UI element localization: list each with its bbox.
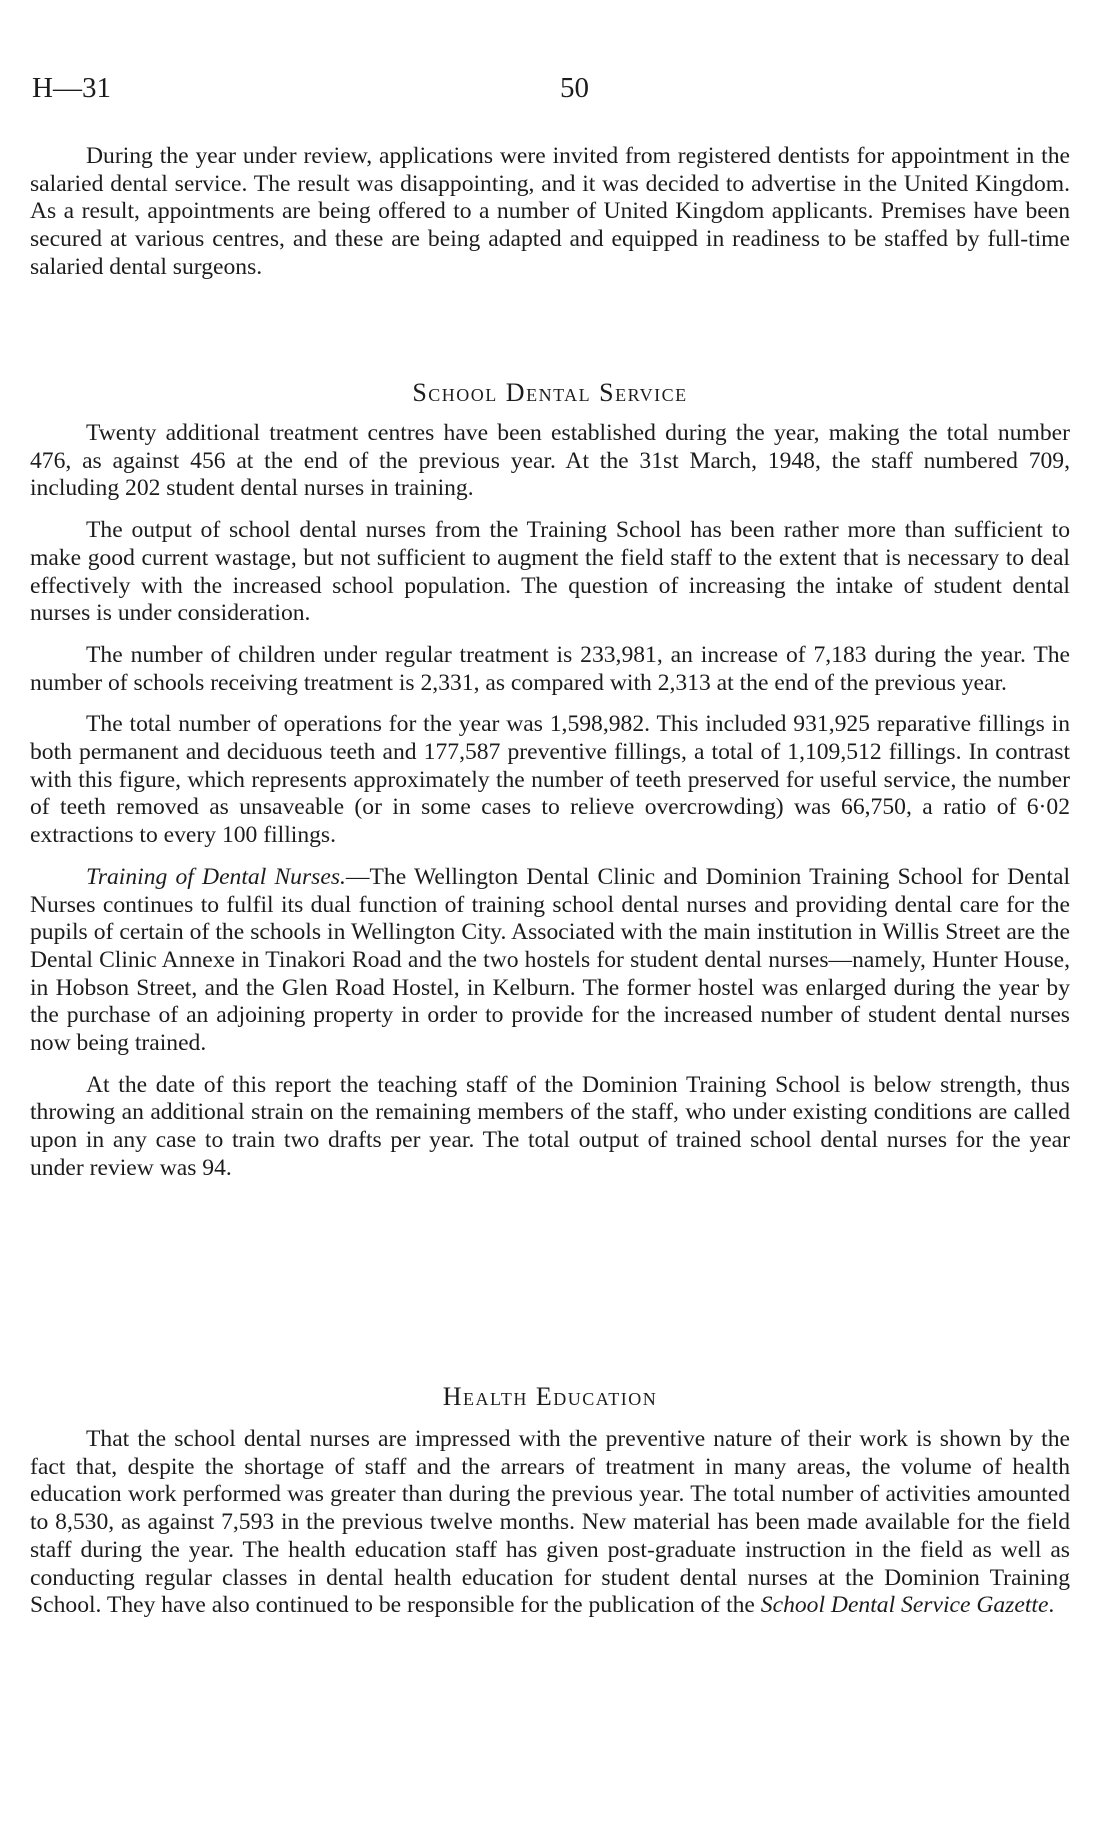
- paragraph: Twenty additional treatment centres have been established during the year, making the total number 476, as against 456 at the end of the previous year. At the 31st March, 1948, the staff numbered 709, including 202 student dental nurses in training.: [30, 420, 1070, 502]
- page-number: 50: [560, 72, 589, 104]
- page-header: [32, 72, 1082, 112]
- training-body: —The Wellington Dental Clinic and Dominion Training School for Dental Nurses continues to fulfil its dual function of training school dental nurses and providing dental care for the pupils of certain of the schools in Wellington City. Associated with the main institution in Willis Street are the Dental Clinic Annexe in Tinakori Road and the two hostels for student dental nurses—namely, Hunter House, in Hobson Street, and the Glen Road Hostel, in Kelburn. The former hostel was enlarged during the year by the purchase of an adjoining property in order to provide for the increased number of student dental nurses now being trained.: [30, 863, 1071, 1057]
- health-education-body: That the school dental nurses are impressed with the preventive nature of their work is shown by the fact that, despite the shortage of staff and the arrears of treatment in many areas, the volume of health education work performed was greater than during the previous year. The total number of activities amounted to 8,530, as against 7,593 in the previous twelve months. New material has been made available for the field staff during the year. The health education staff has given post-graduate instruction in the field as well as conducting regular classes in dental health education for student dental nurses at the Dominion Training School. They have also continued to be responsible for the publication of the: [30, 1426, 1070, 1619]
- paragraph: The number of children under regular treatment is 233,981, an increase of 7,183 during the year. The number of schools receiving treatment is 2,331, as compared with 2,313 at the end of the previous year.: [30, 641, 1070, 696]
- section-heading-school-dental-service: School Dental Service: [412, 378, 688, 407]
- intro-paragraph: During the year under review, applications were invited from registered dentists for appointment in the salaried dental service. The result was disappointing, and it was decided to advertise in the United Kingdom. As a result, appointments are being offered to a number of United Kingdom applicants. Premises have been secured at various centres, and these are being adapted and equipped in readiness to be staffed by full-time salaried dental surgeons.: [30, 143, 1070, 280]
- paragraph: The total number of operations for the year was 1,598,982. This included 931,925 reparative fillings in both permanent and deciduous teeth and 177,587 preventive fillings, a total of 1,109,512 fillings. In contrast with this figure, which represents approximately the number of teeth preserved for useful service, the number of teeth removed as unsaveable (or in some cases to relieve overcrowding) was 66,750, a ratio of 6·02 extractions to every 100 fillings.: [30, 711, 1070, 849]
- intro-section: [30, 143, 1070, 296]
- paragraph: [30, 1426, 1070, 1620]
- gazette-title: School Dental Service Gazette: [760, 1592, 1049, 1619]
- sentence-end: .: [1048, 1592, 1055, 1619]
- training-paragraph: [30, 864, 1070, 1058]
- school-dental-service-section: [30, 378, 1070, 1197]
- paragraph: At the date of this report the teaching staff of the Dominion Training School is below strength, thus throwing an additional strain on the remaining members of the staff, who under existing conditions are called upon in any case to train two drafts per year. The total output of trained school dental nurses for the year under review was 94.: [30, 1071, 1070, 1181]
- health-education-section: [30, 1382, 1070, 1634]
- document-reference: H—31: [32, 72, 111, 104]
- paragraph: The output of school dental nurses from the Training School has been rather more than sufficient to make good current wastage, but not sufficient to augment the field staff to the extent that is necessary to deal effectively with the increased school population. The question of increasing the intake of student dental nurses is under consideration.: [30, 517, 1070, 627]
- section-heading-health-education: Health Education: [442, 1382, 658, 1411]
- training-title: Training of Dental Nurses.: [86, 863, 346, 890]
